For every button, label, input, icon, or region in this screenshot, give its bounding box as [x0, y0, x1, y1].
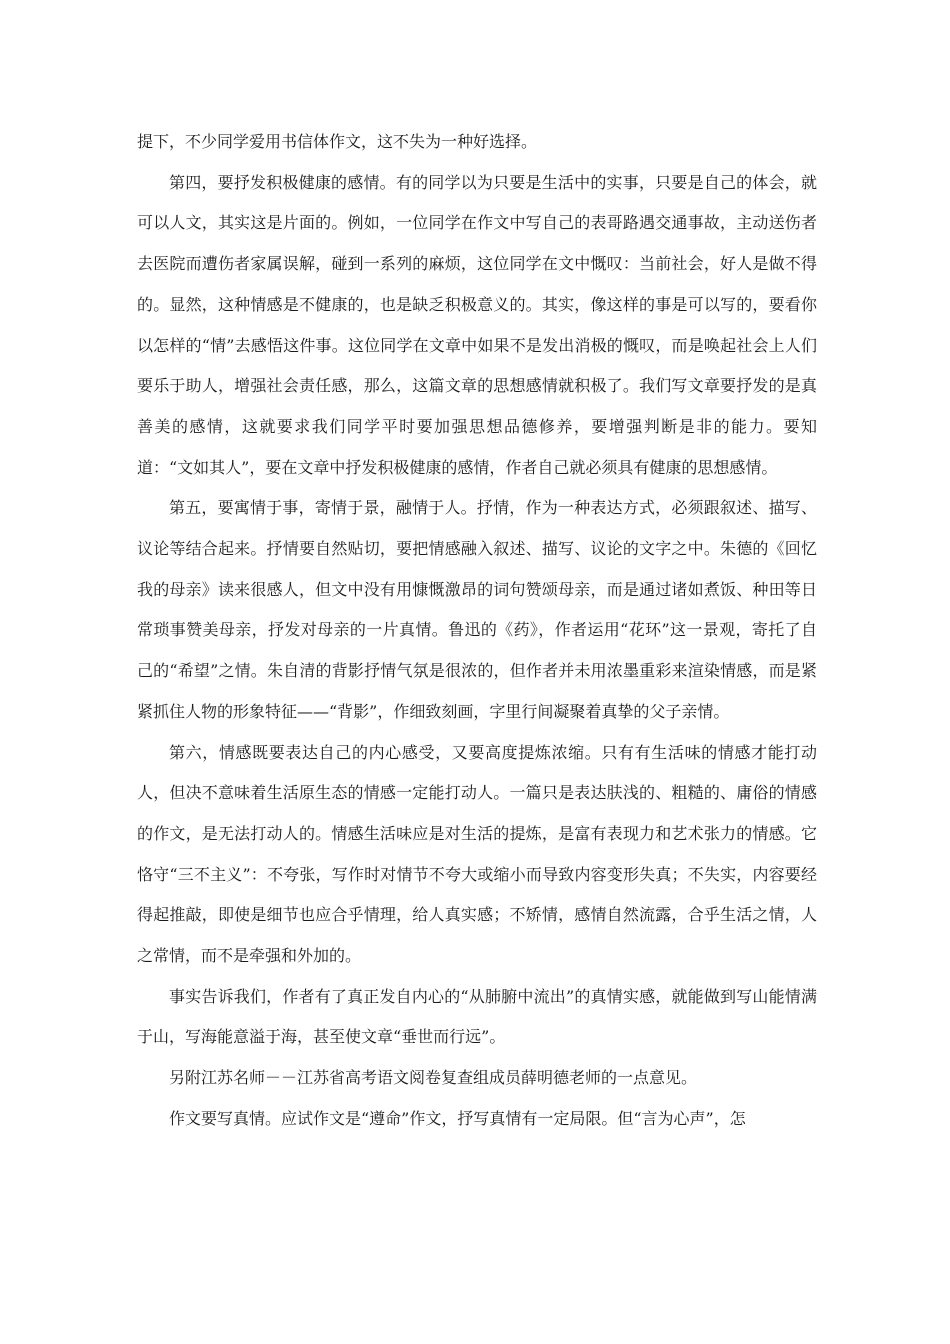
paragraph-fifth-point: 第五，要寓情于事，寄情于景，融情于人。抒情，作为一种表达方式，必须跟叙述、描写、议论等结合起来。抒情要自然贴切，要把情感融入叙述、描写、议论的文字之中。朱德的《回忆我的母亲》读来很感人，但文中没有用慷慨激昂的词句赞颂母亲，而是通过诸如煮饭、种田等日常琐事赞美母亲，抒发对母亲的一片真情。鲁迅的《药》，作者运用“花环”这一景观，寄托了自己的“希望”之情。朱自清的背影抒情气氛是很浓的，但作者并未用浓墨重彩来渲染情感，而是紧紧抓住人物的形象特征——“背影”，作细致刻画，字里行间凝聚着真挚的父子亲情。 [137, 498, 817, 721]
paragraph-appendix-note: 另附江苏名师－－江苏省高考语文阅卷复查组成员薛明德老师的一点意见。 [169, 1068, 698, 1088]
paragraph-conclusion: 事实告诉我们，作者有了真正发自内心的“从肺腑中流出”的真情实感，就能做到写山能情满于山，写海能意溢于海，甚至使文章“垂世而行远”。 [137, 986, 817, 1047]
paragraph-appendix-start: 作文要写真情。应试作文是“遵命”作文，抒写真情有一定局限。但“言为心声”，怎 [169, 1108, 746, 1128]
paragraph-continuation: 提下，不少同学爱用书信体作文，这不失为一种好选择。 [137, 132, 538, 151]
paragraph-fourth-point: 第四，要抒发积极健康的感情。有的同学以为只要是生活中的实事，只要是自己的体会，就可以人文，其实这是片面的。例如，一位同学在作文中写自己的表哥路遇交通事故，主动送伤者去医院而遭伤者家属误解，碰到一系列的麻烦，这位同学在文中慨叹：当前社会，好人是做不得的。显然，这种情感是不健康的，也是缺乏积极意义的。其实，像这样的事是可以写的，要看你以怎样的“情”去感悟这件事。这位同学在文章中如果不是发出消极的慨叹，而是唤起社会上人们要乐于助人，增强社会责任感，那么，这篇文章的思想感情就积极了。我们写文章要抒发的是真善美的感情，这就要求我们同学平时要加强思想品德修养，要增强判断是非的能力。要知道：“文如其人”，要在文章中抒发积极健康的感情，作者自己就必须具有健康的思想感情。 [137, 172, 817, 477]
body-text [137, 122, 817, 1140]
paragraph-sixth-point: 第六，情感既要表达自己的内心感受，又要高度提炼浓缩。只有有生活味的情感才能打动人，但决不意味着生活原生态的情感一定能打动人。一篇只是表达肤浅的、粗糙的、庸俗的情感的作文，是无法打动人的。情感生活味应是对生活的提炼，是富有表现力和艺术张力的情感。它恪守“三不主义”：不夸张，写作时对情节不夸大或缩小而导致内容变形失真；不失实，内容要经得起推敲，即使是细节也应合乎情理，给人真实感；不矫情，感情自然流露，合乎生活之情，人之常情，而不是牵强和外加的。 [137, 742, 817, 966]
